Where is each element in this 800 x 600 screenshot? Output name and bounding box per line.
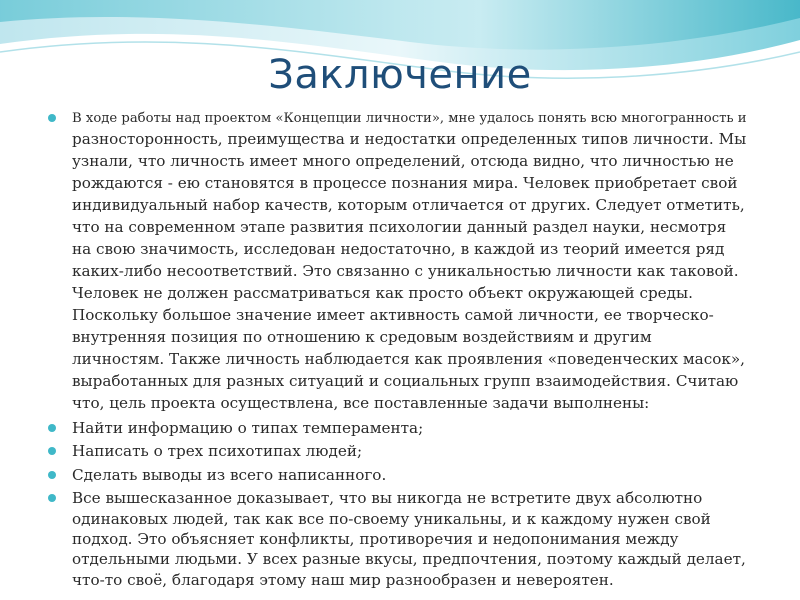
task-text: Найти информацию о типах темперамента;	[72, 419, 424, 437]
task-text: Сделать выводы из всего написанного.	[72, 465, 387, 484]
bullet-icon	[48, 424, 56, 432]
bullet-icon	[48, 447, 56, 455]
slide-title: Заключение	[268, 52, 532, 98]
list-item-task-2	[48, 441, 748, 461]
list-item-task-3	[48, 465, 748, 485]
list-item-task-1	[48, 418, 748, 438]
intro-first-line: В ходе работы над проектом «Концепции личности», мне удалось понять всю многогранность и	[72, 111, 747, 126]
task-text: Написать о трех психотипах людей;	[72, 442, 363, 461]
content-list	[48, 108, 748, 590]
conclusion-paragraph: Все вышесказанное доказывает, что вы никогда не встретите двух абсолютно одинаковых людей, так как все по-своему уникальны, и к каждому нужен свой подход. Это объясняет конфликты, противоречия и недопонимания между отдельными людьми. У всех разные вкусы, предпочтения, поэтому каждый делает, что-то своё, благодаря этому наш мир разнообразен и невероятен.	[72, 489, 746, 589]
bullet-icon	[48, 494, 56, 502]
bullet-icon	[48, 471, 56, 479]
bullet-icon	[48, 114, 56, 122]
intro-paragraph: разносторонность, преимущества и недостатки определенных типов личности. Мы узнали, что личность имеет много определений, отсюда видно, что личностью не рождаются - ею становятся в процессе познания мира. Человек приобретает свой индивидуальный набор качеств, которым отличается от других. Следует отметить, что на современном этапе развития психологии данный раздел науки, несмотря на свою значимость, исследован недостаточно, в каждой из теорий имеется ряд каких-либо несоответствий. Это связанно с уникальностью личности как таковой. Человек не должен рассматриваться как просто объект окружающей среды. Поскольку большое значение имеет активность самой личности, ее творческо-внутренняя позиция по отношению к средовым воздействиям и другим личностям. Также личность наблюдается как проявления «поведенческих масок», выработанных для разных ситуаций и социальных групп взаимодействия. Считаю что, цель проекта осуществлена, все поставленные задачи выполнены:	[72, 130, 747, 412]
list-item-intro	[48, 108, 748, 415]
list-item-conclusion	[48, 488, 748, 590]
